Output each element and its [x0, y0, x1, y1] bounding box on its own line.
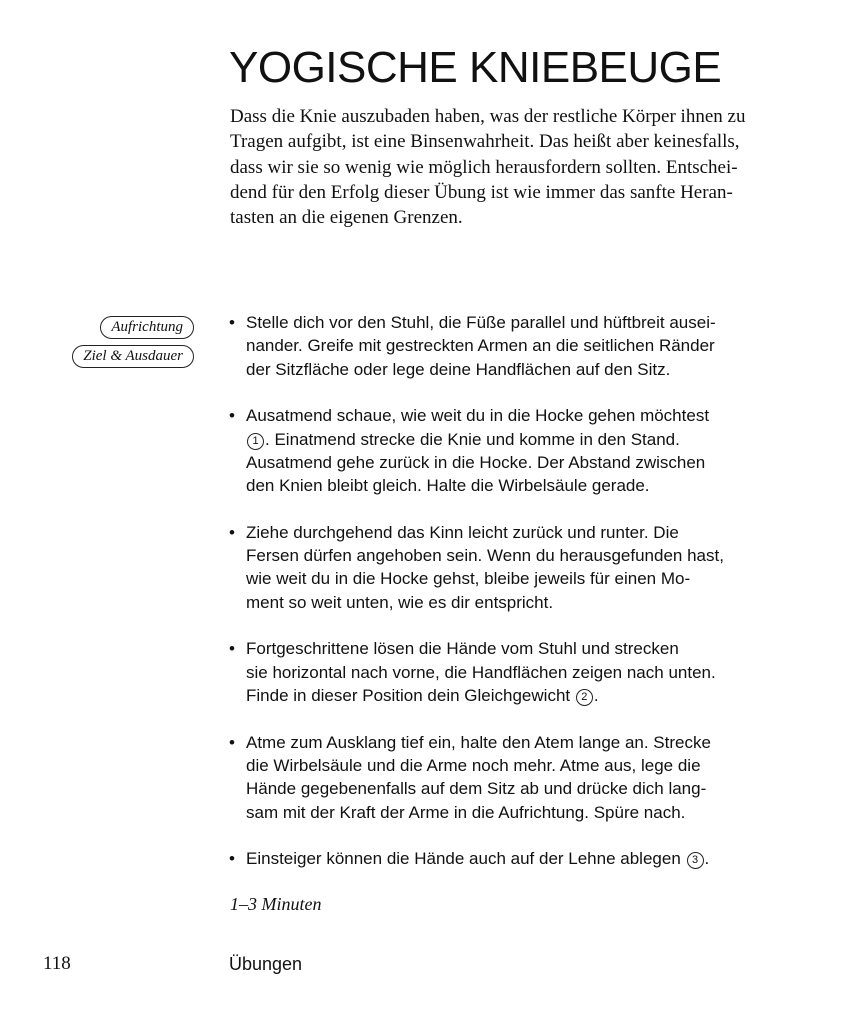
ref-suffix: . — [265, 429, 275, 449]
bullet-icon: • — [229, 522, 235, 542]
step-line: Ausatmend schaue, wie weit du in die Hocke gehen möchtest — [246, 406, 710, 426]
figure-ref-3-icon: 3 — [687, 852, 704, 869]
section-label: Übungen — [229, 954, 303, 974]
tag-ziel-ausdauer: Ziel & Ausdauer — [72, 345, 194, 368]
intro-line: tasten an die eigenen Grenzen. — [230, 207, 463, 229]
page-number: 118 — [43, 953, 71, 974]
step-line: sam mit der Kraft der Arme in die Aufrichtung. Spüre nach. — [246, 802, 686, 822]
step-item — [229, 637, 769, 707]
step-line: den Knien bleibt gleich. Halte die Wirbelsäule gerade. — [246, 476, 650, 496]
step-line: Fortgeschrittene lösen die Hände vom Stuhl und strecken — [246, 639, 679, 659]
step-line-with-ref — [246, 684, 769, 707]
bullet-icon: • — [229, 732, 235, 752]
step-line-text: Einatmend strecke die Knie und komme in den Stand. — [274, 429, 680, 449]
intro-line: Tragen aufgibt, ist eine Binsenwahrheit. Das heißt aber keinesfalls, — [230, 131, 740, 153]
step-line: Stelle dich vor den Stuhl, die Füße parallel und hüftbreit ausei- — [246, 313, 716, 332]
step-item — [229, 521, 769, 614]
bullet-icon: • — [229, 406, 235, 426]
step-line: Atme zum Ausklang tief ein, halte den Atem lange an. Strecke — [246, 732, 711, 752]
intro-line: dend für den Erfolg dieser Übung ist wie immer das sanfte Heran- — [230, 181, 733, 203]
step-line: Ausatmend gehe zurück in die Hocke. Der Abstand zwischen — [246, 452, 706, 472]
step-line: sie horizontal nach vorne, die Handflächen zeigen nach unten. — [246, 662, 716, 682]
step-line: wie weit du in die Hocke gehst, bleibe jeweils für einen Mo- — [246, 569, 691, 589]
step-line: Ziehe durchgehend das Kinn leicht zurück und runter. Die — [246, 522, 679, 542]
intro-line: Dass die Knie auszubaden haben, was der restliche Körper ihnen zu — [230, 106, 746, 127]
bullet-icon: • — [229, 849, 235, 869]
step-line-with-ref — [246, 847, 769, 870]
exercise-steps — [229, 311, 769, 894]
bullet-icon: • — [229, 313, 235, 332]
step-line-text: Einsteiger können die Hände auch auf der Lehne ablegen — [246, 849, 686, 869]
ref-suffix: . — [704, 849, 710, 869]
step-item — [229, 731, 769, 824]
step-line: Fersen dürfen angehoben sein. Wenn du herausgefunden hast, — [246, 546, 724, 566]
step-item — [229, 847, 769, 870]
step-line-text: Finde in dieser Position dein Gleichgewicht — [246, 686, 575, 706]
step-line-with-ref — [246, 428, 769, 451]
tag-aufrichtung: Aufrichtung — [100, 316, 194, 339]
duration-label: 1–3 Minuten — [230, 894, 322, 914]
step-line: die Wirbelsäule und die Arme noch mehr. Atme aus, lege die — [246, 756, 701, 776]
bullet-icon: • — [229, 639, 235, 659]
step-item — [229, 404, 769, 497]
page-title: YOGISCHE KNIEBEUGE — [229, 43, 722, 92]
step-line: der Sitzfläche oder lege deine Handflächen auf den Sitz. — [246, 359, 671, 379]
step-line: ment so weit unten, wie es dir entspricht. — [246, 592, 554, 612]
ref-suffix: . — [593, 686, 599, 706]
step-line: nander. Greife mit gestreckten Armen an die seitlichen Ränder — [246, 336, 715, 356]
figure-ref-1-icon: 1 — [247, 433, 264, 450]
step-item — [229, 311, 769, 381]
step-line: Hände gegebenenfalls auf dem Sitz ab und drücke dich lang- — [246, 779, 707, 799]
figure-ref-2-icon: 2 — [576, 689, 593, 706]
intro-paragraph — [230, 104, 750, 230]
intro-line: dass wir sie so wenig wie möglich herausfordern sollten. Entschei- — [230, 156, 738, 178]
